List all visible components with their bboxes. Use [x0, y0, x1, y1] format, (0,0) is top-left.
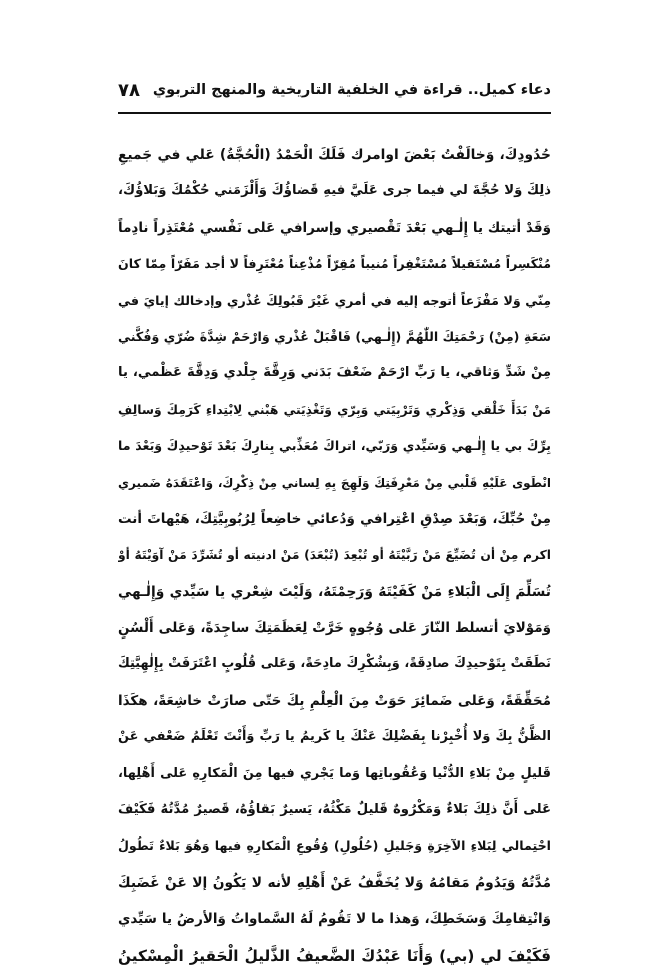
- text-line: مُنْكَسِراً مُسْتَقيلاً مُسْتَغْفِراً مُنيباً مُقِرّاً مُذْعِناً مُعْتَرِفاً لا أجد مَفَرّاً مِمّا كانَ: [118, 256, 551, 272]
- text-line: وَقَدْ أتيتك يا إِلٰـهي بَعْدَ تَقْصيري وإسرافي عَلى نَفْسي مُعْتَذِراً نادِماً: [118, 219, 551, 236]
- text-line: مُدَّتُهُ وَيَدُومُ مَقامُهُ وَلا يُخَفَّفُ عَنْ أَهْلِهِ لأنه لا يَكُونُ إلا عَنْ غَضَبِكَ: [118, 874, 551, 891]
- running-title: دعاء كميل.. قراءة في الخلفية التاريخية والمنهج التربوي: [152, 82, 551, 98]
- text-line: مِنّي وَلا مَفْزَعاً أتوجه إليه في أمري غَيْرَ قَبُولِكَ عُذْري وإدخالك إيايَ في: [118, 292, 551, 308]
- text-line: بِرِّكَ بي يا إِلٰـهي وَسَيِّدي وَرَبّي، اتراكَ مُعَذِّبي بِنارِكَ بَعْدَ تَوْحيدِكَ وَبَعْدَ ما: [118, 438, 551, 454]
- text-line: مِنْ شَدِّ وَثاقي، يا رَبِّ ارْحَمْ ضَعْفَ بَدَني وَرِقَّةَ جِلْدي وَدِقَّةَ عَظْمي، يا: [118, 365, 551, 381]
- running-header: [118, 78, 551, 102]
- text-line: ذلِكَ وَلا حُجَّةَ لي فيما جرى عَلَيَّ فيهِ قَضاؤُكَ وَأَلْزَمَني حُكْمُكَ وَبَلاؤُكَ،: [118, 183, 551, 199]
- prayer-text-block: [118, 140, 551, 977]
- page-number: ٧٨: [118, 79, 140, 101]
- text-line: مُحَقِّقَةً، وَعَلى ضَمائِرَ حَوَتْ مِنَ الْعِلْمِ بِكَ حَتّى صارَتْ خاشِعَةً، هكَذَا: [118, 692, 551, 709]
- text-line: احْتِمالي لِبَلاءِ الآخِرَةِ وَجَليلِ (حُلُولِ) وُقُوعِ الْمَكارِهِ فيها وَهُوَ بَلاءٌ تَطُولُ: [118, 838, 551, 854]
- text-line: حُدُودِكَ، وَخالَفْتُ بَعْضَ اوامرك فَلَكَ الْحَمْدُ (الْحُجَّةُ) عَلي في جَميعِ: [118, 147, 551, 163]
- text-line: مَنْ بَدَأَ خَلْقي وَذِكْري وَتَرْبِيَتي وَبِرّي وَتَغْذِيَتي هَبْني لِابْتِداءِ كَرَمِكَ وَسالِفِ: [118, 402, 551, 417]
- text-line: وَمَوْلايَ أتسلط النّارَ عَلى وُجُوهٍ خَرَّتْ لِعَظَمَتِكَ ساجِدَةً، وَعَلى أَلْسُنٍ: [118, 620, 551, 637]
- text-line: الظَّنُّ بِكَ وَلا أُخْبِرْنا بِفَضْلِكَ عَنْكَ يا كَريمُ يا رَبِّ وَأَنْتَ تَعْلَمُ ضَعْفي عَنْ: [118, 729, 551, 745]
- text-line: اكرم مِنْ أن تُضَيِّعَ مَنْ رَبَّيْتَهُ أو تُبْعِدَ (تُبْعَدَ) مَنْ ادنيته أو تُشَرِّدَ مَنْ آوَيْتَهُ أوْ: [118, 548, 551, 563]
- text-line: سَعَةِ (مِنْ) رَحْمَتِكَ اللّٰهُمَّ (إِلٰـهي) فَاقْبَلْ عُذْري وَارْحَمْ شِدَّةَ ضُرّي وَفُكَّني: [118, 328, 551, 344]
- text-line: عَلى أَنَّ ذلِكَ بَلاءٌ وَمَكْرُوهٌ قَليلٌ مَكْثُهُ، يَسيرٌ بَقاؤُهُ، قَصيرٌ مُدَّتُهُ فَكَيْفَ: [118, 802, 551, 818]
- text-line: تُسَلِّمَ إِلَى الْبَلاءِ مَنْ كَفَيْتَهُ وَرَحِمْتَهُ، وَلَيْتَ شِعْري يا سَيِّدي وَإِلٰـهي: [118, 583, 551, 600]
- text-line: مِنْ حُبِّكَ، وَبَعْدَ صِدْقِ اعْتِرافي وَدُعائي خاضِعاً لِرُبُوبِيَّتِكَ، هَيْهاتَ أنت: [118, 510, 551, 527]
- text-line: قَليلٍ مِنْ بَلاءِ الدُّنْيا وَعُقُوباتِها وَما يَجْري فيها مِنَ الْمَكارِهِ عَلى أَهْلِها،: [118, 765, 551, 781]
- text-line: نَطَقَتْ بِتَوْحيدِكَ صادِقَةً، وَبِشُكْرِكَ مادِحَةً، وَعَلى قُلُوبٍ اعْتَرَفَتْ بِإِلٰهِيَّتِكَ: [118, 656, 551, 672]
- text-line: فَكَيْفَ لي (بي) وَأَنَا عَبْدُكَ الضَّعيفُ الذَّليلُ الْحَقيرُ الْمِسْكينُ: [118, 946, 551, 965]
- header-divider: [118, 112, 551, 114]
- text-line: انْطَوى عَلَيْهِ قَلْبي مِنْ مَعْرِفَتِكَ وَلَهِجَ بِهِ لِساني مِنْ ذِكْرِكَ، وَاعْتَقَدَهُ ضَميري: [118, 475, 551, 490]
- text-line: وَانْتِقامِكَ وَسَخَطِكَ، وَهذا ما لا تَقُومُ لَهُ السَّماواتُ وَالأرضُ يا سَيِّدي: [118, 911, 551, 928]
